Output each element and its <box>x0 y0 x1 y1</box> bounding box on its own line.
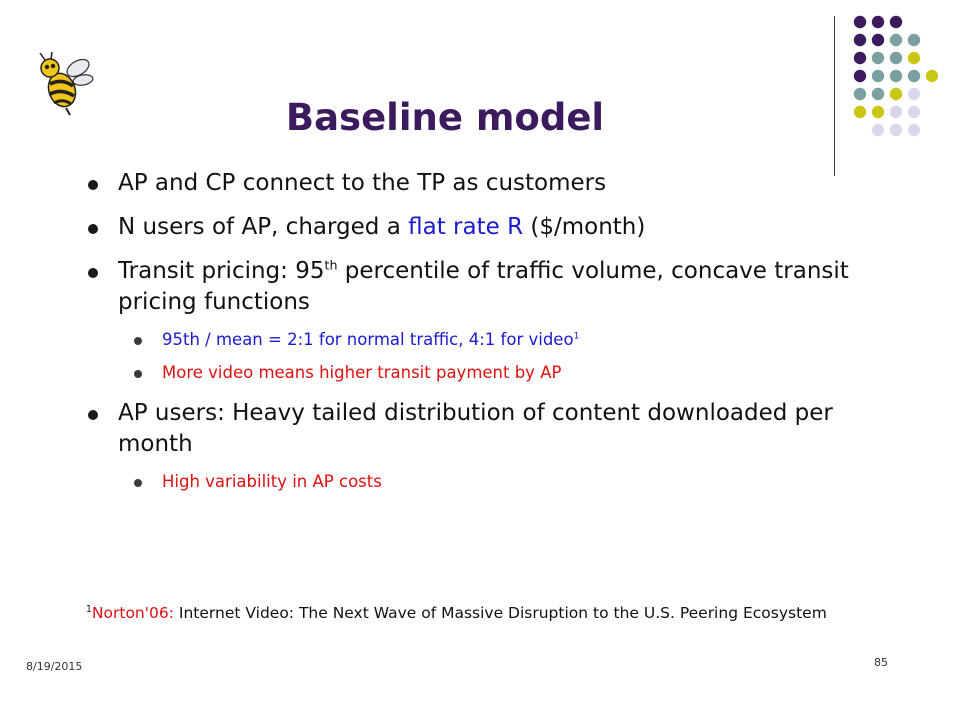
superscript: th <box>324 257 338 273</box>
flat-rate-highlight: flat rate R <box>408 214 524 240</box>
grid-dot <box>908 124 920 136</box>
bullet-flat-rate <box>84 212 904 243</box>
page-number: 85 <box>874 656 888 669</box>
bullet-text: AP users: Heavy tailed distribution of content downloaded per month <box>118 400 833 457</box>
bullet-text: percentile of traffic volume, concave transit pricing functions <box>118 258 849 315</box>
grid-dot <box>872 70 884 82</box>
grid-dot <box>890 88 902 100</box>
grid-dot <box>890 106 902 118</box>
sub-bullet-text: More video means higher transit payment by AP <box>162 363 562 382</box>
grid-dot <box>872 52 884 64</box>
grid-dot <box>872 34 884 46</box>
grid-dot <box>854 52 866 64</box>
grid-dot <box>908 106 920 118</box>
footnote-marker: 1 <box>573 331 580 342</box>
bullet-text: Transit pricing: 95 <box>118 258 325 284</box>
sub-bullet-variability <box>84 471 904 493</box>
footnote-text: Internet Video: The Next Wave of Massive Disruption to the U.S. Peering Ecosystem <box>173 604 827 622</box>
bullet-text: ($/month) <box>523 214 646 240</box>
grid-dot <box>890 70 902 82</box>
footnote-source: Norton'06: <box>91 604 174 622</box>
grid-dot <box>926 70 938 82</box>
bullet-list <box>84 168 904 493</box>
grid-dot <box>854 34 866 46</box>
sub-bullet-ratio <box>84 329 904 351</box>
footnote <box>86 604 827 622</box>
bullet-ap-users <box>84 398 904 460</box>
grid-dot <box>872 16 884 28</box>
grid-dot <box>908 88 920 100</box>
grid-dot <box>908 52 920 64</box>
grid-dot <box>890 34 902 46</box>
sub-bullet-text: 95th / mean = 2:1 for normal traffic, 4:1 for video <box>162 330 574 349</box>
grid-dot <box>890 16 902 28</box>
bullet-text: N users of AP, charged a <box>118 214 409 240</box>
footnote-number: 1 <box>86 603 92 615</box>
grid-dot <box>854 70 866 82</box>
slide-title: Baseline model <box>285 96 605 139</box>
bullet-text: AP and CP connect to the TP as customers <box>118 170 607 196</box>
bullet-transit-pricing <box>84 256 904 318</box>
grid-dot <box>908 70 920 82</box>
slide-date: 8/19/2015 <box>26 660 83 673</box>
grid-dot <box>854 16 866 28</box>
grid-dot <box>908 34 920 46</box>
sub-bullet-video <box>84 362 904 384</box>
grid-dot <box>890 52 902 64</box>
grid-dot <box>890 124 902 136</box>
sub-bullet-text: High variability in AP costs <box>162 472 382 491</box>
bullet-connection <box>84 168 904 199</box>
